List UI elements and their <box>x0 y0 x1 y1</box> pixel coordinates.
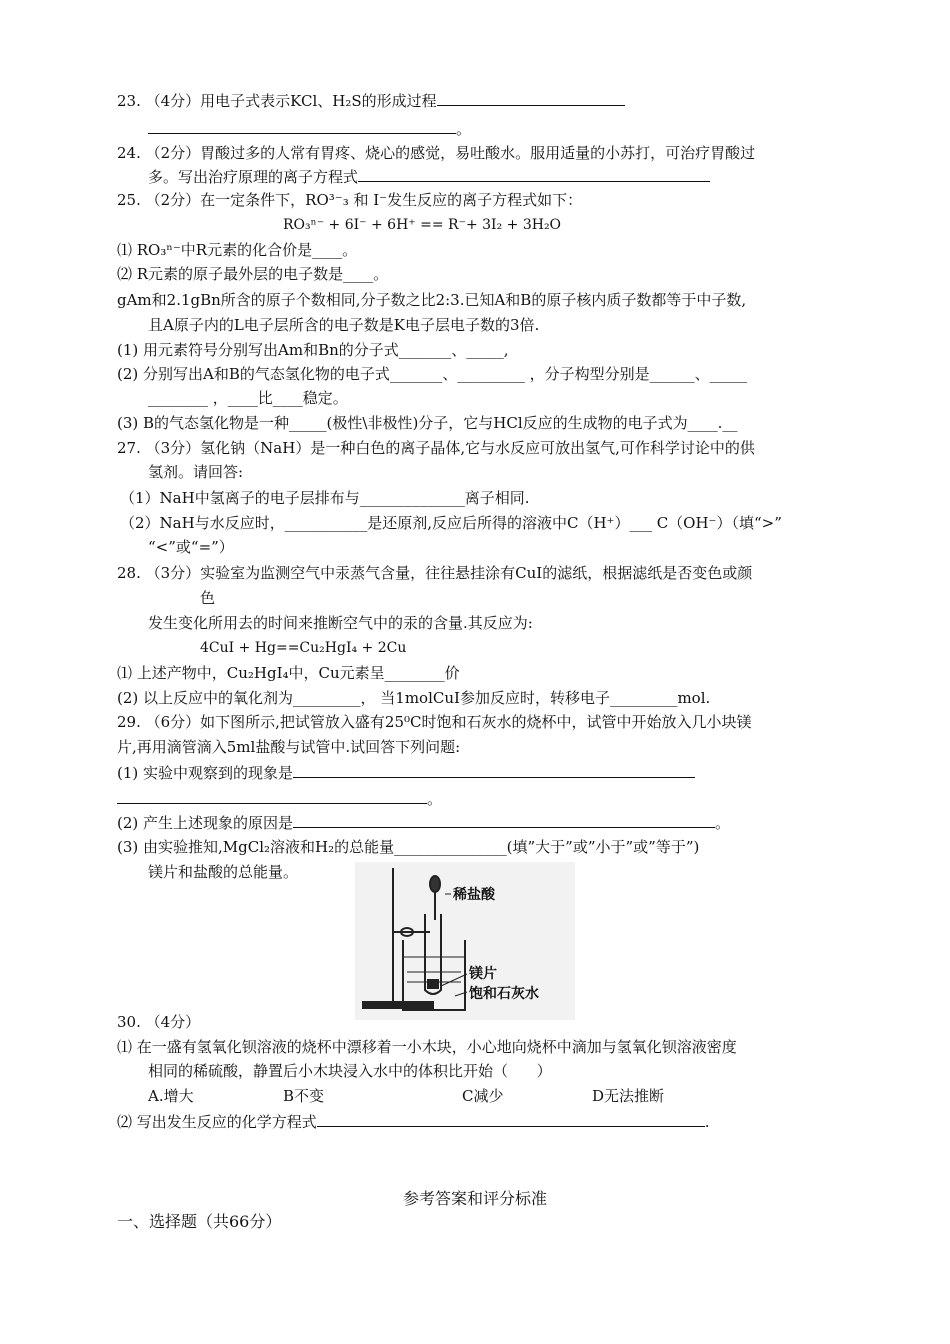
q28-equation: 4CuI + Hg==Cu₂HgI₄ + 2Cu <box>200 640 407 656</box>
option-a[interactable]: A.增大 <box>148 1087 194 1105</box>
answer-blank[interactable] <box>358 166 710 182</box>
q28-sub1: ⑴ 上述产物中，Cu₂HgI₄中，Cu元素呈________价 <box>117 664 460 682</box>
option-b[interactable]: B不变 <box>283 1087 325 1105</box>
q30-sub2 <box>117 1111 710 1132</box>
label-limewater: 饱和石灰水 <box>469 986 539 1002</box>
period: 。 <box>715 814 731 832</box>
q23-line2 <box>148 118 471 139</box>
answer-blank[interactable] <box>117 788 427 804</box>
q26-sub2: (2) 分别写出A和B的气态氢化物的电子式_______、_________ ，分子构型分别是______、_____ <box>117 365 748 383</box>
q27-line2: 氢剂。请回答: <box>148 463 244 481</box>
answer-blank[interactable] <box>293 762 695 778</box>
q24-text: 多。写出治疗原理的离子方程式 <box>148 168 359 186</box>
q30-line: 30. （4分） <box>117 1013 201 1031</box>
section-one-heading: 一、选择题（共66分） <box>117 1212 282 1231</box>
label-dilute-hcl: 稀盐酸 <box>453 887 495 903</box>
answer-blank[interactable] <box>317 1111 705 1127</box>
q26-sub2-cont: ________ ，____比____稳定。 <box>148 389 348 407</box>
q23-line <box>117 90 625 111</box>
q30-sub1-cont: 相同的稀硫酸，静置后小木块浸入水中的体积比开始（ ） <box>148 1062 552 1080</box>
q27-sub2: （2）NaH与水反应时，___________是还原剂,反应后所得的溶液中C（H⁺）___ C（OH⁻）（填“>” <box>120 514 782 532</box>
q27-line: 27. （3分）氢化钠（NaH）是一种白色的离子晶体,它与水反应可放出氢气,可作科学讨论中的供 <box>117 439 755 457</box>
answer-blank[interactable] <box>437 90 625 106</box>
q25-sub2: ⑵ R元素的原子最外层的电子数是____。 <box>117 265 389 283</box>
answer-blank[interactable] <box>293 812 715 828</box>
q29-line: 29. （6分）如下图所示,把试管放入盛有25⁰C时饱和石灰水的烧杯中，试管中开始放入几小块镁 <box>117 713 752 731</box>
answer-blank[interactable] <box>148 118 456 134</box>
q29-sub1-cont <box>117 788 442 809</box>
q30-sub1: ⑴ 在一盛有氢氧化钡溶液的烧杯中漂移着一小木块，小心地向烧杯中滴加与氢氧化钡溶液密度 <box>117 1038 737 1056</box>
q29-sub3: (3) 由实验推知,MgCl₂溶液和H₂的总能量_______________(填”大于”或”小于”或”等于”) <box>117 838 700 856</box>
q29-sub2 <box>117 812 730 833</box>
q25-line: 25. （2分）在一定条件下，RO³⁻₃ 和 I⁻发生反应的离子方程式如下： <box>117 191 583 209</box>
label-magnesium: 镁片 <box>469 966 497 982</box>
stand-base <box>363 1002 433 1008</box>
q28-line3: 发生变化所用去的时间来推断空气中的汞的含量.其反应为: <box>148 614 533 632</box>
q29-sub1-text: (1) 实验中观察到的现象是 <box>117 764 294 782</box>
q27-sub2-cont: “<”或“=”） <box>148 538 234 556</box>
q29-sub1 <box>117 762 695 783</box>
dot: . <box>704 1113 710 1131</box>
q26-line2: 且A原子内的L电子层所含的电子数是K电子层电子数的3倍. <box>148 316 540 334</box>
answer-section-title: 参考答案和评分标准 <box>402 1189 547 1208</box>
q25-equation: RO₃ⁿ⁻ + 6I⁻ + 6H⁺ == R⁻+ 3I₂ + 3H₂O <box>283 217 562 233</box>
period: 。 <box>427 790 443 808</box>
q29-sub2-text: (2) 产生上述现象的原因是 <box>117 814 294 832</box>
q27-sub1: （1）NaH中氢离子的电子层排布与______________离子相同. <box>120 489 530 507</box>
apparatus-figure <box>355 862 575 1020</box>
q28-line2: 色 <box>200 589 216 607</box>
q23-text: 23. （4分）用电子式表示KCl、H₂S的形成过程 <box>117 92 437 110</box>
magnesium-strip <box>428 980 438 988</box>
option-c[interactable]: C减少 <box>462 1087 504 1105</box>
q26-sub1: (1) 用元素符号分别写出Am和Bn的分子式_______、_____, <box>117 341 509 359</box>
q28-line: 28. （3分）实验室为监测空气中汞蒸气含量，往往悬挂涂有CuI的滤纸，根据滤纸是否变色或颜 <box>117 564 753 582</box>
q25-sub1: ⑴ RO₃ⁿ⁻中R元素的化合价是____。 <box>117 241 358 259</box>
q30-sub2-text: ⑵ 写出发生反应的化学方程式 <box>117 1113 317 1131</box>
option-d[interactable]: D无法推断 <box>592 1087 665 1105</box>
q24-line2 <box>148 166 710 187</box>
q29-sub3-cont: 镁片和盐酸的总能量。 <box>148 863 299 881</box>
period: 。 <box>456 120 472 138</box>
q26-sub3: (3) B的气态氢化物是一种_____(极性\非极性)分子，它与HCl反应的生成物的电子式为____.__ <box>117 414 738 432</box>
q26-line: gAm和2.1gBn所含的原子个数相同,分子数之比2:3.已知A和B的原子核内质子数都等于中子数, <box>117 291 747 309</box>
q28-sub2: (2) 以上反应中的氧化剂为_________， 当1molCuI参加反应时，转移电子_________mol. <box>117 689 711 707</box>
dropper-bulb <box>430 876 440 892</box>
q29-line2: 片,再用滴管滴入5ml盐酸与试管中.试回答下列问题: <box>117 738 461 756</box>
q24-line: 24. （2分）胃酸过多的人常有胃疼、烧心的感觉，易吐酸水。服用适量的小苏打，可治疗胃酸过 <box>117 144 756 162</box>
